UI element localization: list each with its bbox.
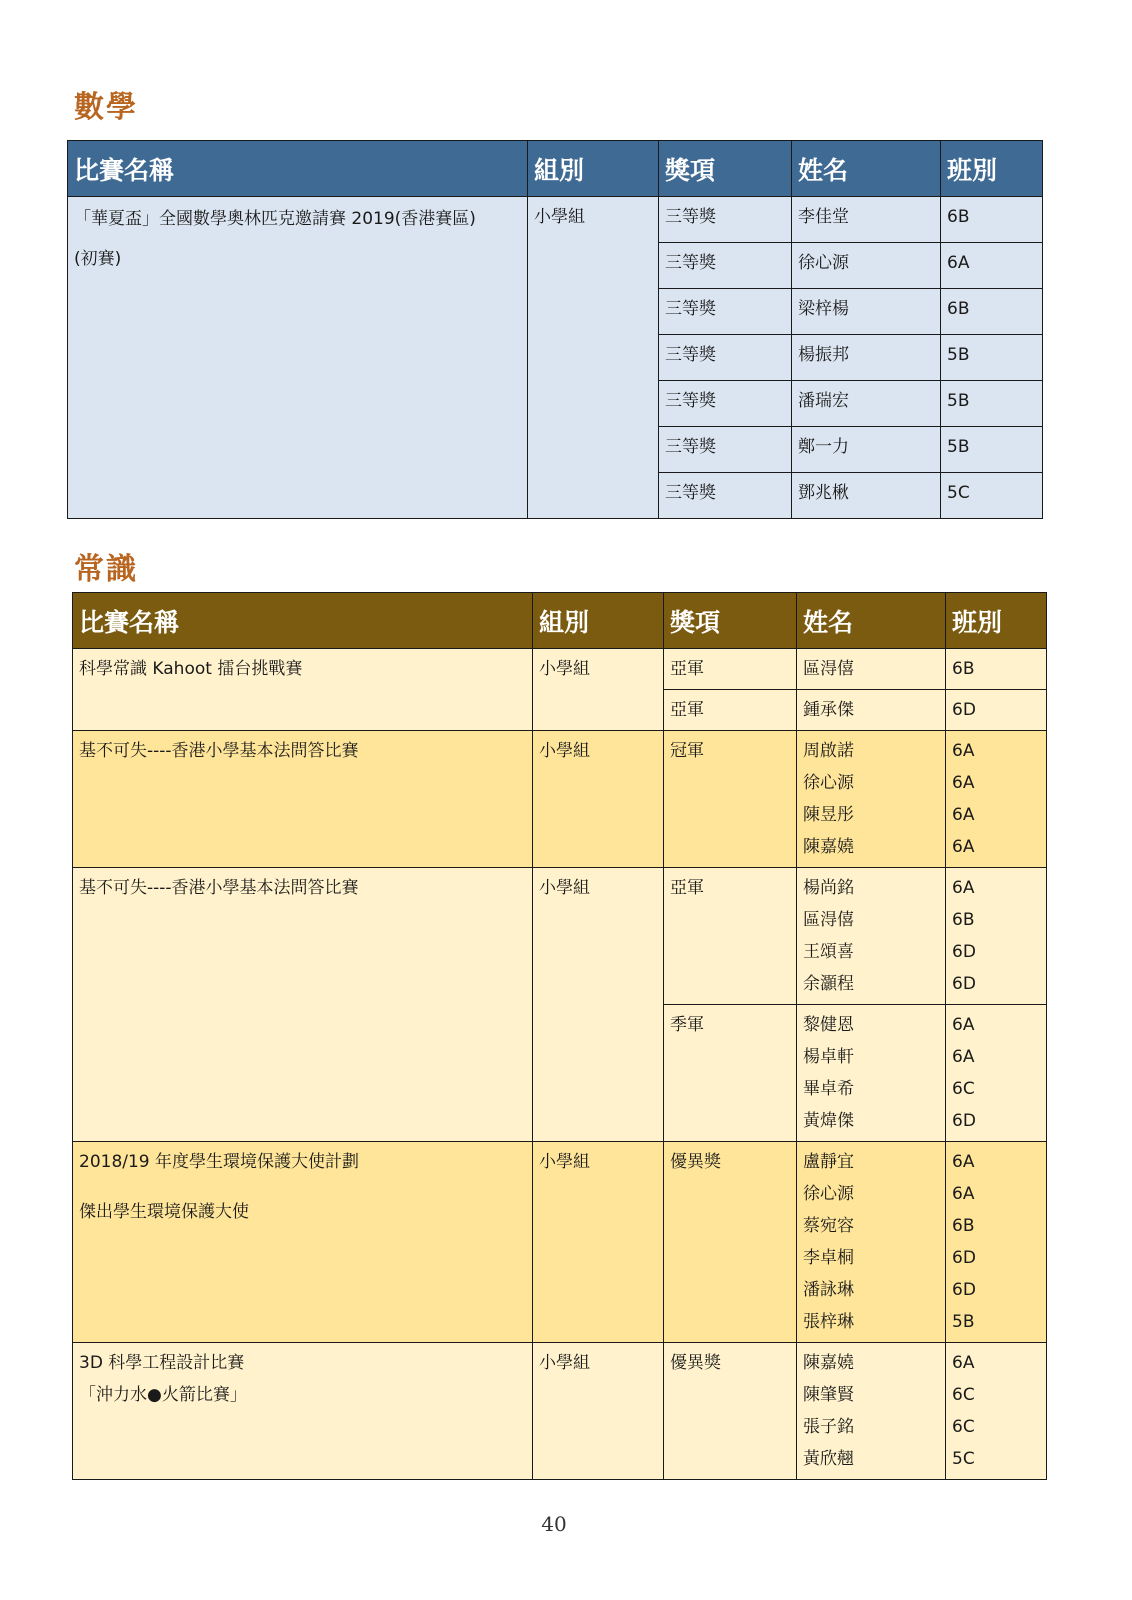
name-cell: 區淂僖 (797, 649, 946, 690)
header-group: 組別 (528, 141, 659, 197)
student-class: 5C (952, 1449, 975, 1469)
student-class: 5B (952, 1312, 975, 1332)
award-cell: 三等獎 (659, 289, 792, 335)
general-studies-section-title: 常識 (74, 552, 138, 587)
award-cell: 三等獎 (659, 381, 792, 427)
group-cell: 小學組 (533, 1142, 664, 1343)
general-studies-awards-table (72, 592, 1047, 1480)
table-row (73, 1343, 1047, 1480)
competition-name: 3D 科學工程設計比賽 (79, 1353, 245, 1373)
competition-name: 2018/19 年度學生環境保護大使計劃 (79, 1152, 360, 1172)
competition-cell: 科學常識 Kahoot 擂台挑戰賽 (73, 649, 533, 731)
student-name: 黎健恩 (803, 1015, 854, 1035)
student-class: 6C (952, 1417, 975, 1437)
table-row (73, 649, 1047, 690)
student-name: 區淂僖 (803, 910, 854, 930)
student-name: 李卓桐 (803, 1248, 854, 1268)
student-class: 6D (952, 1111, 976, 1131)
table-row (73, 1142, 1047, 1343)
class-cell: 5B (941, 381, 1043, 427)
student-name: 陳嘉嬈 (803, 1353, 854, 1373)
student-name: 陳嘉嬈 (803, 837, 854, 857)
name-cell: 鍾承傑 (797, 690, 946, 731)
student-class: 6A (952, 1184, 975, 1204)
table-row (73, 731, 1047, 868)
name-cell: 徐心源 (792, 243, 941, 289)
header-group: 組別 (533, 593, 664, 649)
student-class: 6A (952, 837, 975, 857)
award-cell: 三等獎 (659, 335, 792, 381)
class-cell (946, 1343, 1047, 1480)
competition-cell (73, 1343, 533, 1480)
header-award: 獎項 (664, 593, 797, 649)
student-class: 6D (952, 1248, 976, 1268)
award-cell: 優異獎 (664, 1142, 797, 1343)
student-class: 6A (952, 773, 975, 793)
student-name: 余灝程 (803, 974, 854, 994)
student-name: 陳昱彤 (803, 805, 854, 825)
student-class: 6D (952, 974, 976, 994)
name-cell: 鄭一力 (792, 427, 941, 473)
competition-cell (73, 1142, 533, 1343)
math-section-title: 數學 (74, 90, 138, 125)
student-name: 周啟諾 (803, 741, 854, 761)
class-cell: 5C (941, 473, 1043, 519)
header-name: 姓名 (797, 593, 946, 649)
award-cell: 亞軍 (664, 690, 797, 731)
header-class: 班別 (941, 141, 1043, 197)
name-cell (797, 1142, 946, 1343)
award-cell: 三等獎 (659, 243, 792, 289)
class-cell: 6B (941, 289, 1043, 335)
table-header-row (68, 141, 1043, 197)
competition-stage: (初賽) (74, 249, 122, 269)
student-name: 徐心源 (803, 1184, 854, 1204)
name-cell (797, 731, 946, 868)
name-cell: 楊振邦 (792, 335, 941, 381)
award-cell: 亞軍 (664, 868, 797, 1005)
group-cell: 小學組 (533, 868, 664, 1142)
student-name: 張梓琳 (803, 1312, 854, 1332)
group-cell: 小學組 (533, 1343, 664, 1480)
table-row (73, 868, 1047, 1005)
student-class: 6A (952, 878, 975, 898)
name-cell: 潘瑞宏 (792, 381, 941, 427)
class-cell: 5B (941, 335, 1043, 381)
student-class: 6B (952, 1216, 975, 1236)
name-cell: 李佳堂 (792, 197, 941, 243)
name-cell (797, 1005, 946, 1142)
competition-cell: 基不可失----香港小學基本法問答比賽 (73, 731, 533, 868)
student-class: 6A (952, 1353, 975, 1373)
award-cell: 季軍 (664, 1005, 797, 1142)
student-name: 蔡宛容 (803, 1216, 854, 1236)
student-name: 陳肇賢 (803, 1385, 854, 1405)
class-cell (946, 1142, 1047, 1343)
student-class: 6A (952, 1047, 975, 1067)
name-cell: 鄧兆楸 (792, 473, 941, 519)
student-class: 6B (952, 910, 975, 930)
student-name: 潘詠琳 (803, 1280, 854, 1300)
award-cell: 三等獎 (659, 427, 792, 473)
award-cell: 優異獎 (664, 1343, 797, 1480)
student-name: 徐心源 (803, 773, 854, 793)
award-cell: 三等獎 (659, 473, 792, 519)
student-class: 6D (952, 1280, 976, 1300)
student-name: 楊卓軒 (803, 1047, 854, 1067)
student-class: 6D (952, 942, 976, 962)
header-name: 姓名 (792, 141, 941, 197)
award-cell: 三等獎 (659, 197, 792, 243)
award-cell: 亞軍 (664, 649, 797, 690)
student-name: 楊尚銘 (803, 878, 854, 898)
header-competition: 比賽名稱 (68, 141, 528, 197)
header-competition: 比賽名稱 (73, 593, 533, 649)
student-name: 張子銘 (803, 1417, 854, 1437)
competition-subtitle: 傑出學生環境保護大使 (79, 1202, 249, 1222)
math-awards-table (67, 140, 1043, 519)
group-cell: 小學組 (528, 197, 659, 519)
class-cell: 6A (941, 243, 1043, 289)
name-cell: 梁梓楊 (792, 289, 941, 335)
student-name: 畢卓希 (803, 1079, 854, 1099)
table-row (68, 197, 1043, 243)
student-name: 黃欣翹 (803, 1449, 854, 1469)
header-class: 班別 (946, 593, 1047, 649)
competition-cell: 基不可失----香港小學基本法問答比賽 (73, 868, 533, 1142)
student-name: 盧靜宜 (803, 1152, 854, 1172)
name-cell (797, 868, 946, 1005)
class-cell: 6B (941, 197, 1043, 243)
competition-name: 「華夏盃」全國數學奧林匹克邀請賽 2019(香港賽區) (74, 209, 476, 229)
group-cell: 小學組 (533, 731, 664, 868)
class-cell (946, 1005, 1047, 1142)
class-cell: 6B (946, 649, 1047, 690)
student-name: 王頌喜 (803, 942, 854, 962)
class-cell (946, 868, 1047, 1005)
class-cell: 5B (941, 427, 1043, 473)
group-cell: 小學組 (533, 649, 664, 731)
competition-subtitle: 「沖力水●火箭比賽」 (79, 1385, 247, 1405)
student-class: 6A (952, 805, 975, 825)
table-header-row (73, 593, 1047, 649)
student-class: 6A (952, 1152, 975, 1172)
class-cell: 6D (946, 690, 1047, 731)
name-cell (797, 1343, 946, 1480)
student-class: 6C (952, 1385, 975, 1405)
competition-cell (68, 197, 528, 519)
student-class: 6A (952, 1015, 975, 1035)
class-cell (946, 731, 1047, 868)
header-award: 獎項 (659, 141, 792, 197)
student-name: 黃煒傑 (803, 1111, 854, 1131)
page-number: 40 (541, 1512, 567, 1536)
award-cell: 冠軍 (664, 731, 797, 868)
student-class: 6A (952, 741, 975, 761)
student-class: 6C (952, 1079, 975, 1099)
